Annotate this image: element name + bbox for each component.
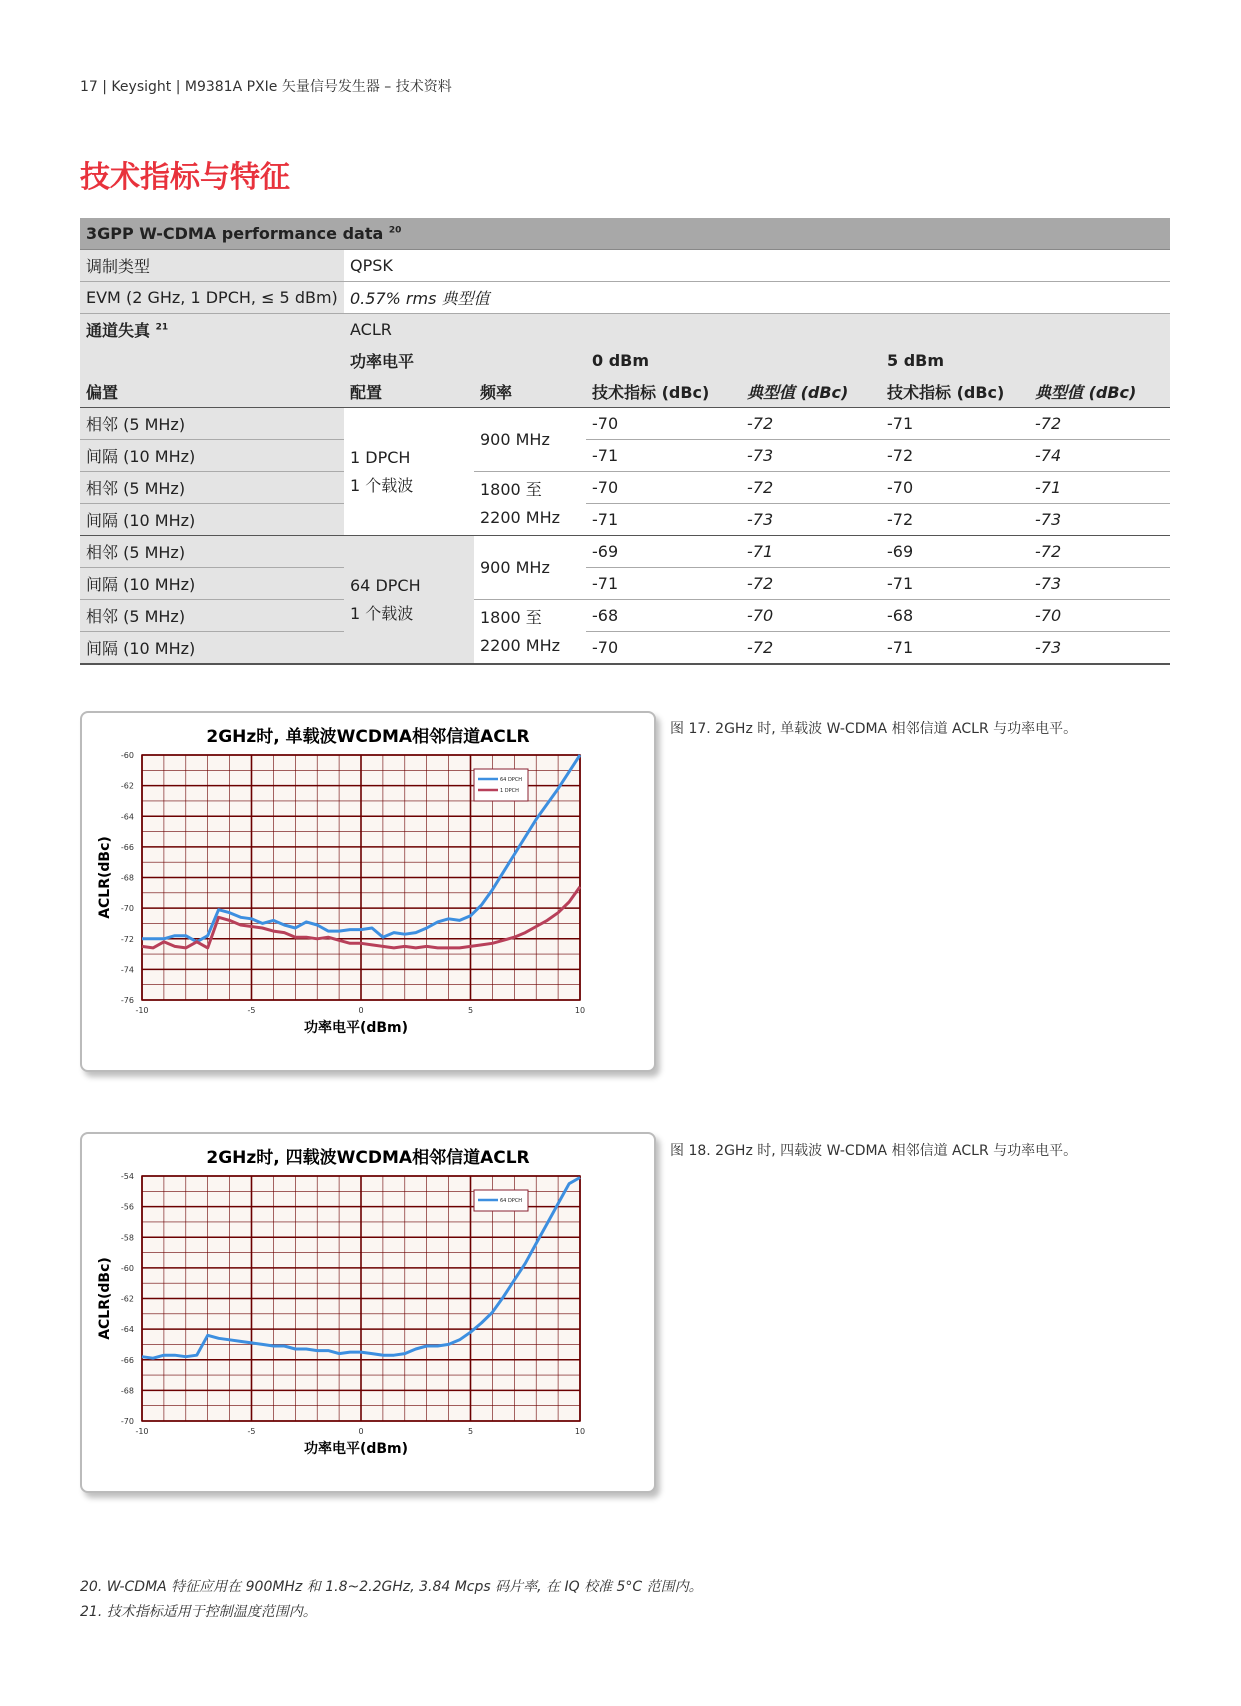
evm-label: EVM (2 GHz, 1 DPCH, ≤ 5 dBm) <box>80 282 344 314</box>
x-tick-label: -10 <box>135 1006 149 1015</box>
typ-cell: -73 <box>741 504 881 536</box>
typ-cell: -74 <box>1029 440 1170 472</box>
offset-cell: 相邻 (5 MHz) <box>80 472 344 504</box>
spec-cell: -71 <box>586 440 741 472</box>
y-tick-label: -58 <box>120 1233 134 1243</box>
footnote-21: 21. 技术指标适用于控制温度范围内。 <box>80 1604 317 1620</box>
chart-single-carrier <box>80 711 656 1072</box>
x-tick-label: 10 <box>574 1006 586 1015</box>
offset-cell: 间隔 (10 MHz) <box>80 440 344 472</box>
spec-cell: -71 <box>586 504 741 536</box>
col-freq: 频率 <box>474 376 586 408</box>
spec-cell: -70 <box>881 472 1029 504</box>
y-tick-label: -60 <box>120 751 134 760</box>
legend-label: 1 DPCH <box>500 788 519 794</box>
offset-cell: 间隔 (10 MHz) <box>80 504 344 536</box>
x-tick-label: 5 <box>467 1006 474 1015</box>
spec-cell: -69 <box>881 536 1029 568</box>
page-header: 17 | Keysight | M9381A PXIe 矢量信号发生器 – 技术资料 <box>80 79 452 95</box>
typ-cell: -73 <box>1029 568 1170 600</box>
typ-cell: -72 <box>741 408 881 440</box>
wcdma-spec-table <box>80 218 1170 665</box>
y-tick-label: -72 <box>120 934 134 944</box>
typ-cell: -73 <box>741 440 881 472</box>
spec-cell: -70 <box>586 408 741 440</box>
y-tick-label: -64 <box>120 812 134 822</box>
spec-cell: -71 <box>881 568 1029 600</box>
legend-label: 64 DPCH <box>500 1198 523 1204</box>
offset-cell: 间隔 (10 MHz) <box>80 568 344 600</box>
table-band-title: 3GPP W-CDMA performance data $^{20}$ <box>80 218 1170 250</box>
x-tick-label: -5 <box>247 1427 256 1436</box>
x-tick-label: 0 <box>358 1427 364 1436</box>
typ-cell: -73 <box>1029 632 1170 665</box>
offset-cell: 相邻 (5 MHz) <box>80 536 344 568</box>
offset-cell: 相邻 (5 MHz) <box>80 600 344 632</box>
y-tick-label: -56 <box>120 1202 134 1212</box>
x-tick-label: 10 <box>574 1427 586 1436</box>
spec-cell: -70 <box>586 632 741 665</box>
spec-cell: -69 <box>586 536 741 568</box>
y-tick-label: -54 <box>120 1172 134 1181</box>
power-label: 功率电平 <box>344 345 586 376</box>
spec-cell: -71 <box>881 408 1029 440</box>
mod-value: QPSK <box>344 250 1170 282</box>
typ-cell: -73 <box>1029 504 1170 536</box>
power-0dbm: 0 dBm <box>586 345 881 376</box>
y-tick-label: -64 <box>120 1325 134 1335</box>
x-axis-label: 功率电平(dBm) <box>303 1441 409 1457</box>
offset-cell: 相邻 (5 MHz) <box>80 408 344 440</box>
chan-value: ACLR <box>344 314 1170 346</box>
typ-cell: -71 <box>741 536 881 568</box>
freq-cell: 900 MHz <box>474 536 586 600</box>
footnote-20: 20. W-CDMA 特征应用在 900MHz 和 1.8~2.2GHz, 3.84 Mcps 码片率, 在 IQ 校准 5°C 范围内。 <box>80 1579 703 1595</box>
y-axis-label: ACLR(dBc) <box>97 836 113 919</box>
legend-label: 64 DPCH <box>500 777 523 783</box>
spec-cell: -72 <box>881 504 1029 536</box>
typ-cell: -70 <box>741 600 881 632</box>
col-typ-5: 典型值 (dBc) <box>1029 376 1170 408</box>
freq-cell: 900 MHz <box>474 408 586 472</box>
y-tick-label: -66 <box>120 842 134 852</box>
config-cell: 1 DPCH 1 个载波 <box>344 408 474 536</box>
spec-cell: -72 <box>881 440 1029 472</box>
y-tick-label: -74 <box>120 965 134 975</box>
spec-cell: -71 <box>881 632 1029 665</box>
blank-cell <box>80 345 344 376</box>
chart-four-carrier-svg <box>82 1134 654 1491</box>
chart-title: 2GHz时, 四载波WCDMA相邻信道ACLR <box>206 1148 530 1168</box>
x-axis-label: 功率电平(dBm) <box>303 1020 409 1036</box>
typ-cell: -71 <box>1029 472 1170 504</box>
spec-cell: -71 <box>586 568 741 600</box>
chart-title: 2GHz时, 单载波WCDMA相邻信道ACLR <box>206 727 530 747</box>
y-tick-label: -70 <box>120 904 134 914</box>
typ-cell: -70 <box>1029 600 1170 632</box>
freq-cell: 1800 至 2200 MHz <box>474 472 586 536</box>
freq-cell: 1800 至 2200 MHz <box>474 600 586 665</box>
typ-cell: -72 <box>741 568 881 600</box>
x-tick-label: -5 <box>247 1006 256 1015</box>
x-tick-label: 0 <box>358 1006 364 1015</box>
y-tick-label: -76 <box>120 996 134 1005</box>
spec-cell: -68 <box>881 600 1029 632</box>
spec-cell: -70 <box>586 472 741 504</box>
mod-label: 调制类型 <box>80 250 344 282</box>
y-tick-label: -66 <box>120 1355 134 1365</box>
y-tick-label: -68 <box>120 1386 134 1396</box>
evm-value: 0.57% rms 典型值 <box>344 282 1170 314</box>
chart-single-carrier-svg <box>82 713 654 1070</box>
y-tick-label: -62 <box>120 781 134 791</box>
legend-box <box>474 769 528 801</box>
page-title: 技术指标与特征 <box>80 160 290 195</box>
y-tick-label: -60 <box>120 1263 134 1273</box>
typ-cell: -72 <box>741 472 881 504</box>
figure-17-caption: 图 17. 2GHz 时, 单载波 W-CDMA 相邻信道 ACLR 与功率电平。 <box>670 721 1078 737</box>
x-tick-label: 5 <box>467 1427 474 1436</box>
col-spec-5: 技术指标 (dBc) <box>881 376 1029 408</box>
col-offset: 偏置 <box>80 376 344 408</box>
col-spec-0: 技术指标 (dBc) <box>586 376 741 408</box>
figure-18-caption: 图 18. 2GHz 时, 四载波 W-CDMA 相邻信道 ACLR 与功率电平。 <box>670 1143 1078 1159</box>
config-cell: 64 DPCH 1 个载波 <box>344 536 474 665</box>
y-tick-label: -68 <box>120 873 134 883</box>
spec-cell: -68 <box>586 600 741 632</box>
typ-cell: -72 <box>1029 408 1170 440</box>
col-config: 配置 <box>344 376 474 408</box>
y-axis-label: ACLR(dBc) <box>97 1257 113 1340</box>
typ-cell: -72 <box>741 632 881 665</box>
y-tick-label: -70 <box>120 1417 134 1426</box>
typ-cell: -72 <box>1029 536 1170 568</box>
y-tick-label: -62 <box>120 1294 134 1304</box>
chan-label: 通道失真 $^{21}$ <box>80 314 344 346</box>
power-5dbm: 5 dBm <box>881 345 1170 376</box>
x-tick-label: -10 <box>135 1427 149 1436</box>
chart-four-carrier <box>80 1132 656 1493</box>
col-typ-0: 典型值 (dBc) <box>741 376 881 408</box>
offset-cell: 间隔 (10 MHz) <box>80 632 344 665</box>
